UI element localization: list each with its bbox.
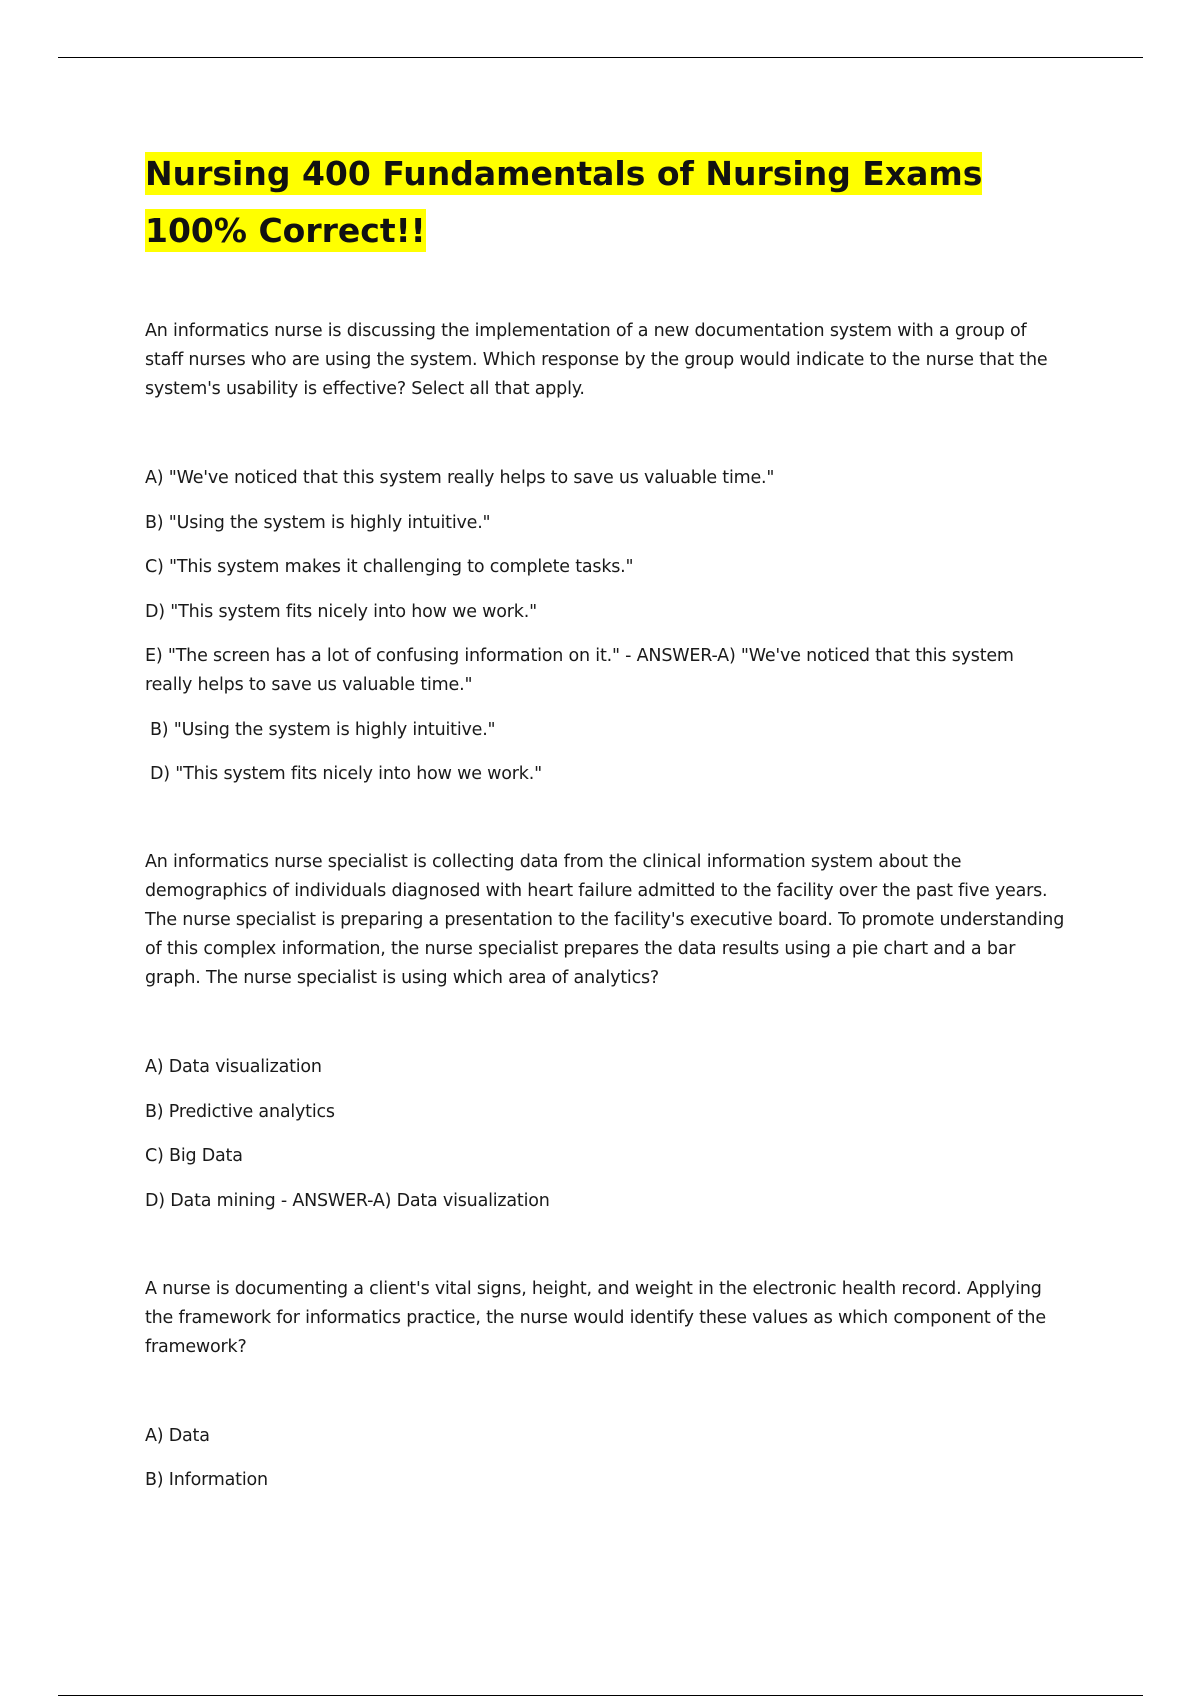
answer-option-c: C) "This system makes it challenging to complete tasks." — [145, 557, 634, 577]
title-line-2: 100% Correct!! — [145, 211, 426, 250]
answer-option-a: A) Data visualization — [145, 1057, 322, 1077]
answer-key-b: B) "Using the system is highly intuitive." — [150, 719, 496, 740]
header-rule — [58, 57, 1143, 58]
footer-rule — [58, 1695, 1143, 1696]
document-page — [145, 145, 1065, 1511]
question-block-2 — [145, 848, 1065, 1216]
question-block-3 — [145, 1275, 1065, 1496]
answer-option-a: A) Data — [145, 1425, 210, 1446]
answer-option-d: D) Data mining - ANSWER-A) Data visualization — [145, 1190, 550, 1211]
answer-option-b: B) Predictive analytics — [145, 1101, 335, 1122]
answer-option-b: B) Information — [145, 1470, 268, 1490]
answer-option-c: C) Big Data — [145, 1146, 243, 1166]
answer-option-e: E) "The screen has a lot of confusing information on it." - ANSWER-A) "We've noticed that this system really helps to save us valuable time." — [145, 646, 1014, 695]
question-text: A nurse is documenting a client's vital signs, height, and weight in the electronic health record. Applying the framework for informatics practice, the nurse would identify these values as which component of the framework? — [145, 1278, 1046, 1357]
answer-key-d: D) "This system fits nicely into how we work." — [150, 764, 542, 784]
question-text: An informatics nurse is discussing the implementation of a new documentation system with a group of staff nurses who are using the system. Which response by the group would indicate to the nurse that the system's usability is effective? Select all that apply. — [145, 321, 1048, 399]
answer-option-a: A) "We've noticed that this system really helps to save us valuable time." — [145, 468, 775, 488]
question-text: An informatics nurse specialist is collecting data from the clinical information system about the demographics of individuals diagnosed with heart failure admitted to the facility over the past five years. The nurse specialist is preparing a presentation to the facility's executive board. To promote understanding of this complex information, the nurse specialist prepares the data results using a pie chart and a bar graph. The nurse specialist is using which area of analytics? — [145, 852, 1065, 988]
question-block-1 — [145, 317, 1065, 789]
answer-option-d: D) "This system fits nicely into how we work." — [145, 601, 537, 622]
answer-option-b: B) "Using the system is highly intuitive." — [145, 512, 491, 533]
document-title — [145, 145, 1065, 259]
title-line-1: Nursing 400 Fundamentals of Nursing Exams — [145, 154, 983, 193]
